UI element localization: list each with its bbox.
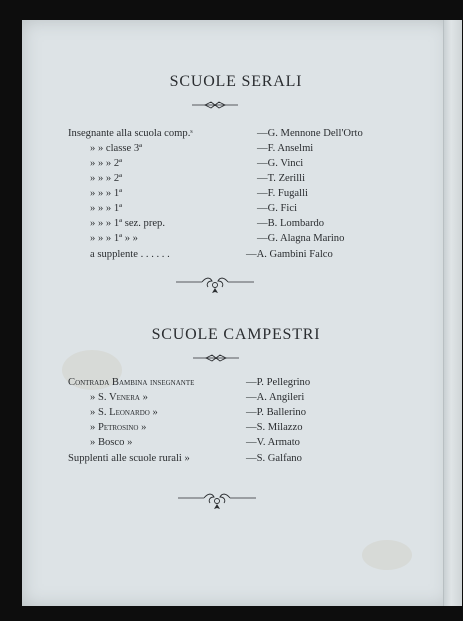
campestri-row-label: » S. Leonardo » — [90, 407, 158, 418]
fleuron-ornament-icon — [174, 490, 260, 512]
book-page — [22, 20, 450, 606]
campestri-row-name: —P. Pellegrino — [246, 377, 311, 388]
campestri-row-name: —V. Armato — [246, 437, 300, 448]
heading-scuole-serali: SCUOLE SERALI — [169, 73, 303, 90]
campestri-row-label: Contrada Bambina insegnante — [68, 377, 195, 388]
campestri-row-name: —A. Angileri — [246, 392, 305, 403]
small-rule-ornament-icon — [191, 353, 241, 363]
serali-row-name: —F. Anselmi — [257, 143, 314, 154]
campestri-row-label: » S. Venera » — [90, 392, 148, 403]
serali-row-label: » » » 1ª — [90, 203, 123, 214]
serali-row-label: » » » 1ª sez. prep. — [90, 218, 165, 229]
campestri-row-name: —P. Ballerino — [246, 407, 307, 418]
fleuron-ornament-icon — [172, 274, 258, 296]
paper-stain — [362, 540, 412, 570]
campestri-row-label: » Petrosino » — [90, 422, 147, 433]
serali-row-name: —F. Fugalli — [257, 188, 308, 199]
campestri-row-label: » Bosco » — [90, 437, 133, 448]
campestri-row-name: —S. Milazzo — [246, 422, 303, 433]
campestri-row-name: —S. Galfano — [246, 453, 302, 464]
page-edge — [443, 20, 462, 606]
serali-row-name: —G. Fici — [257, 203, 298, 214]
serali-row-label: Insegnante alla scuola comp.ˢ — [68, 128, 193, 139]
serali-row-name: —G. Mennone Dell'Orto — [257, 128, 363, 139]
serali-row-name: —G. Alagna Marino — [257, 233, 345, 244]
campestri-row-label: Supplenti alle scuole rurali » — [68, 453, 190, 464]
serali-row-label: a supplente . . . . . . — [90, 249, 170, 260]
serali-row-label: » » » 2ª — [90, 158, 123, 169]
serali-row-label: » » » 2ª — [90, 173, 123, 184]
serali-row-name: —B. Lombardo — [257, 218, 325, 229]
serali-row-label: » » » 1ª » » — [90, 233, 138, 244]
serali-row-label: » » classe 3ª — [90, 143, 143, 154]
serali-row-label: » » » 1ª — [90, 188, 123, 199]
serali-row-name: —G. Vinci — [257, 158, 304, 169]
serali-row-name: —A. Gambini Falco — [246, 249, 333, 260]
small-rule-ornament-icon — [190, 100, 240, 110]
heading-scuole-campestri: SCUOLE CAMPESTRI — [151, 326, 321, 343]
serali-row-name: —T. Zerilli — [257, 173, 306, 184]
